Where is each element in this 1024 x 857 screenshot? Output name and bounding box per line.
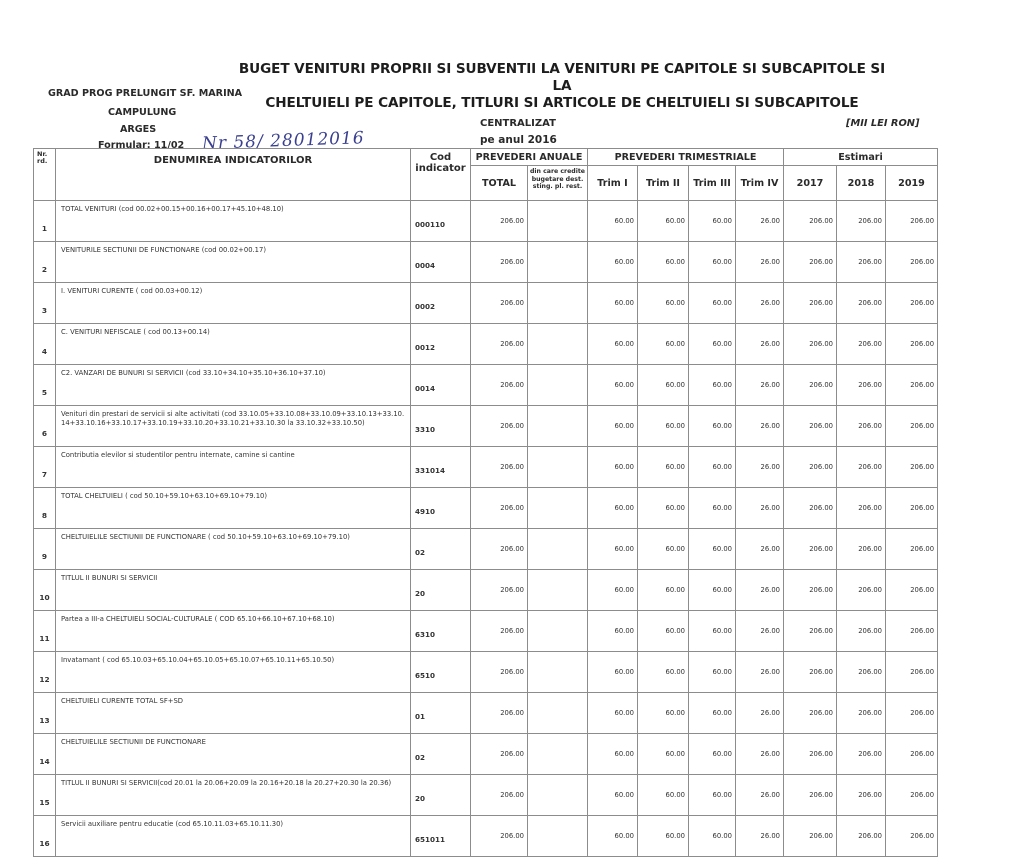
- institution-name: GRAD PROG PRELUNGIT SF. MARINA: [48, 88, 243, 99]
- trim-4-value: 26.00: [736, 652, 784, 693]
- trim-3-value: 60.00: [689, 693, 736, 734]
- trim-1-value: 60.00: [588, 365, 638, 406]
- din-care-value: [528, 201, 588, 242]
- indicator-name: CHELTUIELILE SECTIUNII DE FUNCTIONARE ( cod 50.10+59.10+63.10+69.10+79.10): [56, 529, 411, 570]
- total-value: 206.00: [471, 242, 528, 283]
- trim-3-value: 60.00: [689, 529, 736, 570]
- table-row: [34, 693, 938, 734]
- din-care-value: [528, 488, 588, 529]
- trim-1-value: 60.00: [588, 488, 638, 529]
- trim-2-value: 60.00: [638, 406, 689, 447]
- header-2017: 2017: [784, 166, 837, 201]
- din-care-value: [528, 529, 588, 570]
- estimate-2017-value: 206.00: [784, 365, 837, 406]
- indicator-code: 331014: [411, 447, 471, 488]
- indicator-code: 6510: [411, 652, 471, 693]
- row-number: 9: [34, 529, 56, 570]
- total-value: 206.00: [471, 611, 528, 652]
- estimate-2017-value: 206.00: [784, 570, 837, 611]
- indicator-name: Servicii auxiliare pentru educatie (cod 65.10.11.03+65.10.11.30): [56, 816, 411, 857]
- document-title: [232, 61, 892, 112]
- trim-4-value: 26.00: [736, 529, 784, 570]
- estimate-2019-value: 206.00: [886, 611, 938, 652]
- indicator-code: 20: [411, 775, 471, 816]
- indicator-name: Partea a III-a CHELTUIELI SOCIAL-CULTURALE ( COD 65.10+66.10+67.10+68.10): [56, 611, 411, 652]
- indicator-code: 651011: [411, 816, 471, 857]
- row-number: 2: [34, 242, 56, 283]
- estimate-2017-value: 206.00: [784, 816, 837, 857]
- trim-1-value: 60.00: [588, 447, 638, 488]
- estimate-2019-value: 206.00: [886, 693, 938, 734]
- table-row: [34, 242, 938, 283]
- trim-1-value: 60.00: [588, 324, 638, 365]
- trim-3-value: 60.00: [689, 570, 736, 611]
- total-value: 206.00: [471, 775, 528, 816]
- trim-2-value: 60.00: [638, 611, 689, 652]
- trim-3-value: 60.00: [689, 324, 736, 365]
- din-care-value: [528, 693, 588, 734]
- indicator-code: 000110: [411, 201, 471, 242]
- indicator-code: 02: [411, 529, 471, 570]
- trim-1-value: 60.00: [588, 406, 638, 447]
- trim-2-value: 60.00: [638, 201, 689, 242]
- indicator-name: CHELTUIELILE SECTIUNII DE FUNCTIONARE: [56, 734, 411, 775]
- budget-period: pe anul 2016: [480, 134, 557, 146]
- trim-2-value: 60.00: [638, 488, 689, 529]
- trim-2-value: 60.00: [638, 529, 689, 570]
- estimate-2017-value: 206.00: [784, 324, 837, 365]
- trim-4-value: 26.00: [736, 775, 784, 816]
- table-body: [34, 201, 938, 857]
- din-care-value: [528, 775, 588, 816]
- row-number: 4: [34, 324, 56, 365]
- estimate-2017-value: 206.00: [784, 775, 837, 816]
- total-value: 206.00: [471, 570, 528, 611]
- trim-1-value: 60.00: [588, 201, 638, 242]
- table-row: [34, 283, 938, 324]
- indicator-code: 02: [411, 734, 471, 775]
- total-value: 206.00: [471, 816, 528, 857]
- form-number: Formular: 11/02: [98, 140, 185, 151]
- indicator-code: 0012: [411, 324, 471, 365]
- trim-1-value: 60.00: [588, 529, 638, 570]
- indicator-name: TITLUL II BUNURI SI SERVICII(cod 20.01 la 20.06+20.09 la 20.16+20.18 la 20.27+20.30 la 20.36): [56, 775, 411, 816]
- estimate-2017-value: 206.00: [784, 406, 837, 447]
- header-trim-3: Trim III: [689, 166, 736, 201]
- trim-4-value: 26.00: [736, 611, 784, 652]
- indicator-name: VENITURILE SECTIUNII DE FUNCTIONARE (cod 00.02+00.17): [56, 242, 411, 283]
- trim-4-value: 26.00: [736, 201, 784, 242]
- total-value: 206.00: [471, 652, 528, 693]
- din-care-value: [528, 242, 588, 283]
- estimate-2017-value: 206.00: [784, 447, 837, 488]
- trim-2-value: 60.00: [638, 447, 689, 488]
- estimate-2019-value: 206.00: [886, 488, 938, 529]
- header-2018: 2018: [837, 166, 886, 201]
- trim-4-value: 26.00: [736, 365, 784, 406]
- estimate-2018-value: 206.00: [837, 201, 886, 242]
- trim-4-value: 26.00: [736, 406, 784, 447]
- estimate-2019-value: 206.00: [886, 652, 938, 693]
- estimate-2017-value: 206.00: [784, 201, 837, 242]
- centralizat-label: CENTRALIZAT: [480, 118, 556, 129]
- trim-4-value: 26.00: [736, 693, 784, 734]
- row-number: 12: [34, 652, 56, 693]
- trim-3-value: 60.00: [689, 447, 736, 488]
- table-row: [34, 775, 938, 816]
- row-number: 6: [34, 406, 56, 447]
- trim-2-value: 60.00: [638, 365, 689, 406]
- row-number: 10: [34, 570, 56, 611]
- header-cod-indicator: Cod indicator: [411, 149, 471, 201]
- estimate-2017-value: 206.00: [784, 283, 837, 324]
- total-value: 206.00: [471, 488, 528, 529]
- estimate-2018-value: 206.00: [837, 406, 886, 447]
- trim-1-value: 60.00: [588, 693, 638, 734]
- trim-1-value: 60.00: [588, 611, 638, 652]
- table-row: [34, 570, 938, 611]
- table-row: [34, 201, 938, 242]
- estimate-2018-value: 206.00: [837, 816, 886, 857]
- table-row: [34, 652, 938, 693]
- total-value: 206.00: [471, 365, 528, 406]
- trim-2-value: 60.00: [638, 283, 689, 324]
- total-value: 206.00: [471, 447, 528, 488]
- indicator-name: Contributia elevilor si studentilor pentru internate, camine si cantine: [56, 447, 411, 488]
- indicator-code: 3310: [411, 406, 471, 447]
- estimate-2018-value: 206.00: [837, 488, 886, 529]
- table-row: [34, 365, 938, 406]
- trim-1-value: 60.00: [588, 283, 638, 324]
- total-value: 206.00: [471, 693, 528, 734]
- table-row: [34, 406, 938, 447]
- table-row: [34, 734, 938, 775]
- trim-2-value: 60.00: [638, 693, 689, 734]
- estimate-2018-value: 206.00: [837, 652, 886, 693]
- header-2019: 2019: [886, 166, 938, 201]
- row-number: 15: [34, 775, 56, 816]
- indicator-name: Invatamant ( cod 65.10.03+65.10.04+65.10.05+65.10.07+65.10.11+65.10.50): [56, 652, 411, 693]
- trim-1-value: 60.00: [588, 570, 638, 611]
- din-care-value: [528, 324, 588, 365]
- indicator-code: 20: [411, 570, 471, 611]
- estimate-2018-value: 206.00: [837, 365, 886, 406]
- trim-2-value: 60.00: [638, 734, 689, 775]
- trim-3-value: 60.00: [689, 652, 736, 693]
- trim-2-value: 60.00: [638, 775, 689, 816]
- estimate-2019-value: 206.00: [886, 816, 938, 857]
- trim-3-value: 60.00: [689, 365, 736, 406]
- total-value: 206.00: [471, 201, 528, 242]
- header-denumirea: DENUMIREA INDICATORILOR: [56, 149, 411, 201]
- din-care-value: [528, 734, 588, 775]
- trim-3-value: 60.00: [689, 201, 736, 242]
- budget-table: [33, 148, 938, 857]
- county-name: ARGES: [120, 124, 157, 135]
- header-total: TOTAL: [471, 166, 528, 201]
- trim-4-value: 26.00: [736, 242, 784, 283]
- din-care-value: [528, 652, 588, 693]
- trim-1-value: 60.00: [588, 242, 638, 283]
- title-line-2: CHELTUIELI PE CAPITOLE, TITLURI SI ARTICOLE DE CHELTUIELI SI SUBCAPITOLE: [265, 95, 859, 111]
- trim-2-value: 60.00: [638, 652, 689, 693]
- din-care-value: [528, 365, 588, 406]
- trim-2-value: 60.00: [638, 570, 689, 611]
- trim-4-value: 26.00: [736, 816, 784, 857]
- trim-1-value: 60.00: [588, 775, 638, 816]
- row-number: 3: [34, 283, 56, 324]
- indicator-name: Venituri din prestari de servicii si alte activitati (cod 33.10.05+33.10.08+33.10.09+33.10.13+33.10.14+33.10.16+33.10.17+33.10.19+33.10.20+33.10.21+33.10.30 la 33.10.32+33.10.50): [56, 406, 411, 447]
- din-care-value: [528, 283, 588, 324]
- trim-3-value: 60.00: [689, 406, 736, 447]
- estimate-2018-value: 206.00: [837, 324, 886, 365]
- header-prevederi-anuale: PREVEDERI ANUALE: [471, 149, 588, 166]
- indicator-name: I. VENITURI CURENTE ( cod 00.03+00.12): [56, 283, 411, 324]
- currency-unit: [MII LEI RON]: [846, 118, 920, 129]
- trim-2-value: 60.00: [638, 242, 689, 283]
- city-name: CAMPULUNG: [108, 107, 177, 118]
- table-row: [34, 324, 938, 365]
- table-row: [34, 488, 938, 529]
- din-care-value: [528, 611, 588, 652]
- trim-3-value: 60.00: [689, 816, 736, 857]
- indicator-name: TOTAL VENITURI (cod 00.02+00.15+00.16+00.17+45.10+48.10): [56, 201, 411, 242]
- row-number: 16: [34, 816, 56, 857]
- trim-4-value: 26.00: [736, 447, 784, 488]
- din-care-value: [528, 447, 588, 488]
- indicator-name: TOTAL CHELTUIELI ( cod 50.10+59.10+63.10+69.10+79.10): [56, 488, 411, 529]
- total-value: 206.00: [471, 283, 528, 324]
- indicator-code: 01: [411, 693, 471, 734]
- estimate-2019-value: 206.00: [886, 365, 938, 406]
- estimate-2017-value: 206.00: [784, 693, 837, 734]
- estimate-2019-value: 206.00: [886, 201, 938, 242]
- row-number: 13: [34, 693, 56, 734]
- din-care-value: [528, 406, 588, 447]
- estimate-2019-value: 206.00: [886, 324, 938, 365]
- indicator-name: C2. VANZARI DE BUNURI SI SERVICII (cod 33.10+34.10+35.10+36.10+37.10): [56, 365, 411, 406]
- trim-4-value: 26.00: [736, 570, 784, 611]
- trim-4-value: 26.00: [736, 488, 784, 529]
- header-nr-rd: Nr. rd.: [34, 149, 56, 201]
- indicator-name: CHELTUIELI CURENTE TOTAL SF+SD: [56, 693, 411, 734]
- header-trim-1: Trim I: [588, 166, 638, 201]
- header-estimari: Estimari: [784, 149, 938, 166]
- total-value: 206.00: [471, 324, 528, 365]
- trim-3-value: 60.00: [689, 283, 736, 324]
- total-value: 206.00: [471, 406, 528, 447]
- estimate-2018-value: 206.00: [837, 611, 886, 652]
- header-trim-4: Trim IV: [736, 166, 784, 201]
- estimate-2019-value: 206.00: [886, 406, 938, 447]
- estimate-2018-value: 206.00: [837, 242, 886, 283]
- estimate-2017-value: 206.00: [784, 652, 837, 693]
- trim-4-value: 26.00: [736, 734, 784, 775]
- estimate-2019-value: 206.00: [886, 529, 938, 570]
- row-number: 8: [34, 488, 56, 529]
- estimate-2017-value: 206.00: [784, 529, 837, 570]
- estimate-2018-value: 206.00: [837, 734, 886, 775]
- row-number: 14: [34, 734, 56, 775]
- din-care-value: [528, 816, 588, 857]
- row-number: 1: [34, 201, 56, 242]
- trim-2-value: 60.00: [638, 324, 689, 365]
- table-row: [34, 816, 938, 857]
- trim-3-value: 60.00: [689, 611, 736, 652]
- estimate-2018-value: 206.00: [837, 447, 886, 488]
- row-number: 5: [34, 365, 56, 406]
- estimate-2018-value: 206.00: [837, 693, 886, 734]
- estimate-2018-value: 206.00: [837, 570, 886, 611]
- indicator-code: 0002: [411, 283, 471, 324]
- estimate-2019-value: 206.00: [886, 775, 938, 816]
- total-value: 206.00: [471, 529, 528, 570]
- handwritten-registration-number: Nr 58/ 28012016: [201, 128, 366, 154]
- estimate-2019-value: 206.00: [886, 734, 938, 775]
- indicator-name: TITLUL II BUNURI SI SERVICII: [56, 570, 411, 611]
- indicator-code: 6310: [411, 611, 471, 652]
- estimate-2017-value: 206.00: [784, 734, 837, 775]
- total-value: 206.00: [471, 734, 528, 775]
- estimate-2018-value: 206.00: [837, 283, 886, 324]
- trim-2-value: 60.00: [638, 816, 689, 857]
- row-number: 11: [34, 611, 56, 652]
- estimate-2019-value: 206.00: [886, 242, 938, 283]
- estimate-2018-value: 206.00: [837, 775, 886, 816]
- trim-3-value: 60.00: [689, 488, 736, 529]
- estimate-2019-value: 206.00: [886, 570, 938, 611]
- row-number: 7: [34, 447, 56, 488]
- header-din-care: din care credite bugetare dest. sting. pl. rest.: [528, 166, 588, 201]
- table-row: [34, 447, 938, 488]
- estimate-2018-value: 206.00: [837, 529, 886, 570]
- trim-1-value: 60.00: [588, 816, 638, 857]
- table-row: [34, 611, 938, 652]
- estimate-2017-value: 206.00: [784, 611, 837, 652]
- trim-4-value: 26.00: [736, 324, 784, 365]
- trim-4-value: 26.00: [736, 283, 784, 324]
- trim-3-value: 60.00: [689, 242, 736, 283]
- trim-3-value: 60.00: [689, 734, 736, 775]
- din-care-value: [528, 570, 588, 611]
- title-line-1: BUGET VENITURI PROPRII SI SUBVENTII LA VENITURI PE CAPITOLE SI SUBCAPITOLE SI LA: [238, 61, 886, 94]
- estimate-2017-value: 206.00: [784, 488, 837, 529]
- estimate-2019-value: 206.00: [886, 283, 938, 324]
- table-row: [34, 529, 938, 570]
- header-prevederi-trimestriale: PREVEDERI TRIMESTRIALE: [588, 149, 784, 166]
- trim-1-value: 60.00: [588, 734, 638, 775]
- estimate-2019-value: 206.00: [886, 447, 938, 488]
- indicator-code: 4910: [411, 488, 471, 529]
- indicator-name: C. VENITURI NEFISCALE ( cod 00.13+00.14): [56, 324, 411, 365]
- indicator-code: 0014: [411, 365, 471, 406]
- header-trim-2: Trim II: [638, 166, 689, 201]
- trim-3-value: 60.00: [689, 775, 736, 816]
- estimate-2017-value: 206.00: [784, 242, 837, 283]
- indicator-code: 0004: [411, 242, 471, 283]
- trim-1-value: 60.00: [588, 652, 638, 693]
